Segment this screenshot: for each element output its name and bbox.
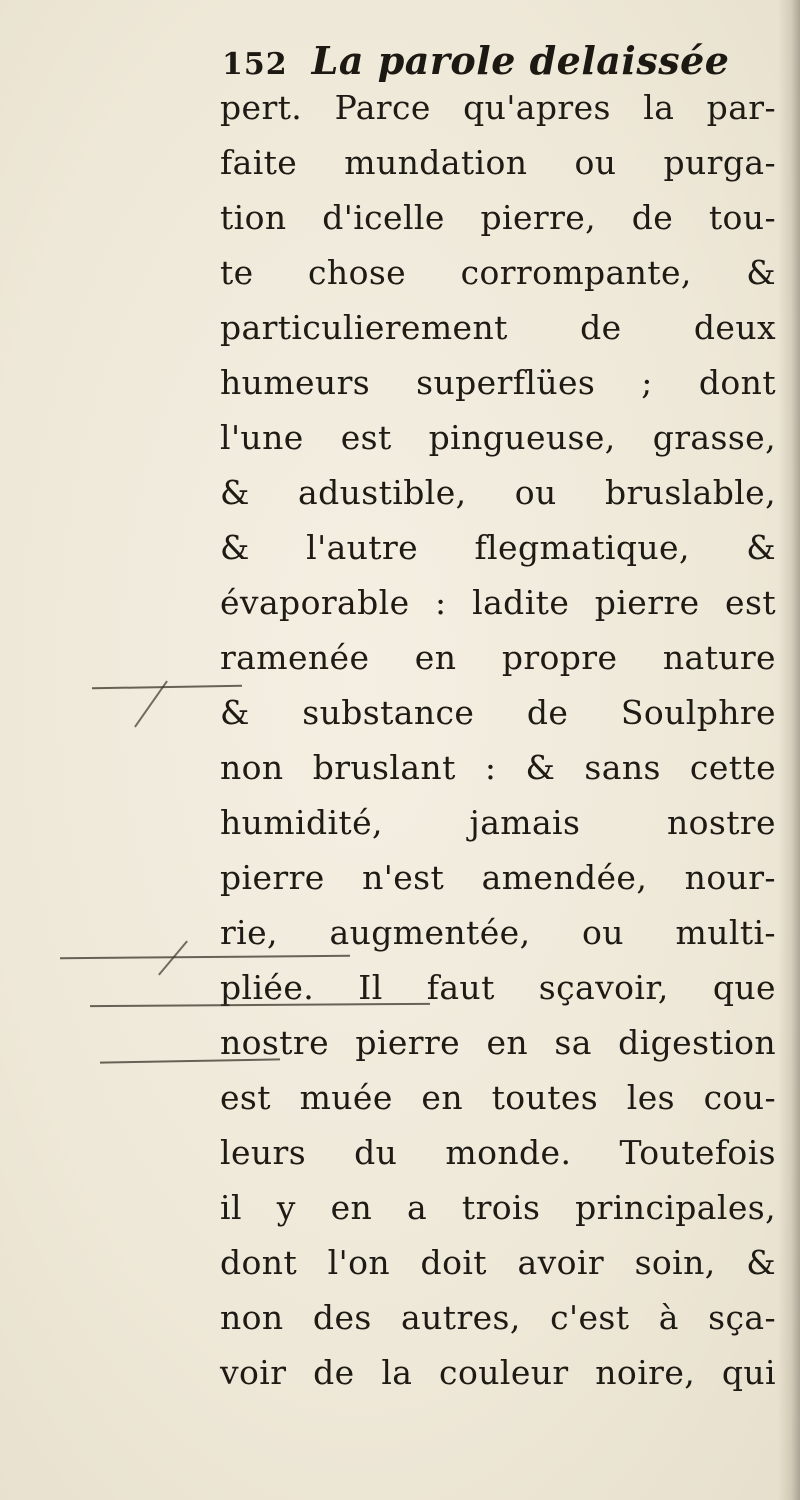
text-line: rie, augmentée, ou multi- <box>220 913 776 952</box>
page-edge-shadow <box>778 0 800 1500</box>
page-number: 152 <box>222 47 288 82</box>
text-line: pierre n'est amendée, nour- <box>220 858 776 897</box>
text-line: ramenée en propre nature <box>220 638 776 677</box>
text-line: évaporable : ladite pierre est <box>220 583 776 622</box>
text-line: nostre pierre en sa digestion <box>220 1023 776 1062</box>
text-line: est muée en toutes les cou- <box>220 1078 776 1117</box>
text-line: pliée. Il faut sçavoir, que <box>220 968 776 1007</box>
text-line: & l'autre flegmatique, & <box>220 528 776 567</box>
text-line: voir de la couleur noire, qui <box>220 1353 776 1392</box>
text-line: tion d'icelle pierre, de tou- <box>220 198 776 237</box>
text-line: l'une est pingueuse, grasse, <box>220 418 776 457</box>
text-line: & adustible, ou bruslable, <box>220 473 776 512</box>
text-line: dont l'on doit avoir soin, & <box>220 1243 776 1282</box>
text-line: il y en a trois principales, <box>220 1188 776 1227</box>
text-line: non bruslant : & sans cette <box>220 748 776 787</box>
text-line: humeurs superflües ; dont <box>220 363 776 402</box>
running-title: La parole delaissée <box>311 38 730 83</box>
text-line: & substance de Soulphre <box>220 693 776 732</box>
text-line: humidité, jamais nostre <box>220 803 776 842</box>
text-line: particulierement de deux <box>220 308 776 347</box>
text-line: te chose corrompante, & <box>220 253 776 292</box>
text-line: pert. Parce qu'apres la par- <box>220 88 776 127</box>
text-line: leurs du monde. Toutefois <box>220 1133 776 1172</box>
text-line: faite mundation ou purga- <box>220 143 776 182</box>
body-text <box>220 80 776 1400</box>
text-line: non des autres, c'est à sça- <box>220 1298 776 1337</box>
